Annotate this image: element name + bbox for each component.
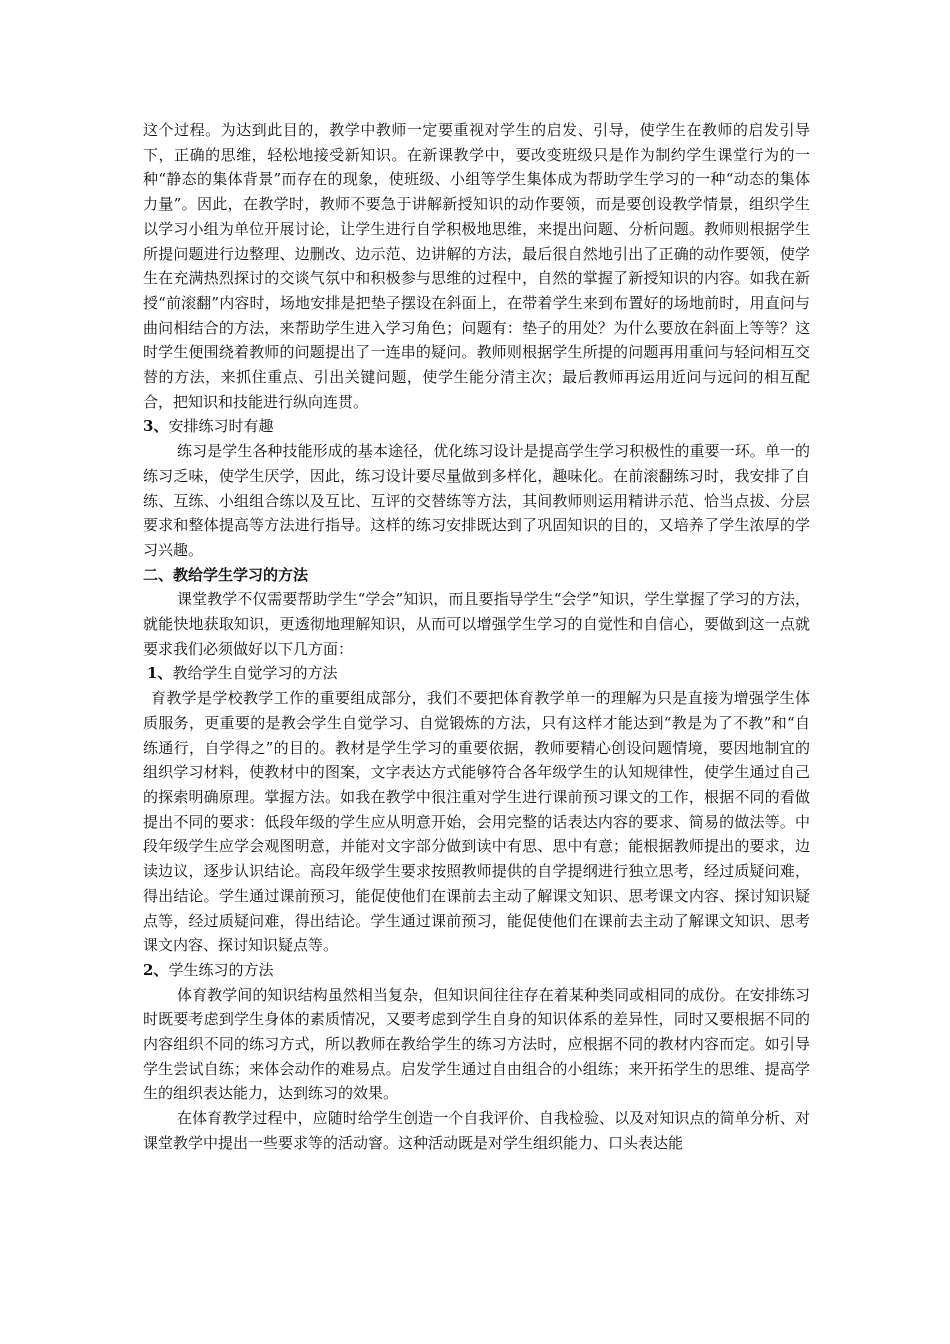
heading-1-text: 教给学生自觉学习的方法 bbox=[172, 664, 338, 683]
paragraph-4: 育教学是学校教学工作的重要组成部分，我们不要把体育教学单一的理解为只是直接为增强学生体质服务，更重要的是教会学生自觉学习、自觉锻炼的方法，只有这样才能达到“教是为了不教”和“自练通行，自学得之”的目的。教材是学生学习的重要依据，教师要精心创设问题情境，要因地制宜的组织学习材料，使教材中的图案，文字表达方式能够符合各年级学生的认知规律性，使学生通过自己的探索明确原理。掌握方法。如我在教学中很注重对学生进行课前预习课文的工作，根据不同的看做提出不同的要求：低段年级的学生应从明意开始，会用完整的话表达内容的要求、简易的做法等。中段年级学生应学会观图明意，并能对文字部分做到读中有思、思中有意；能根据教师提出的要求，边读边议，逐步认识结论。高段年级学生要求按照教师提供的自学提纲进行独立思考，经过质疑问难，得出结论。学生通过课前预习，能促使他们在课前去主动了解课文知识、思考课文内容、探讨知识疑点等，经过质疑问难，得出结论。学生通过课前预习，能促使他们在课前去主动了解课文知识、思考课文内容、探讨知识疑点等。 bbox=[143, 689, 810, 955]
paragraph-3: 课堂教学不仅需要帮助学生“学会”知识，而且要指导学生“会学”知识，学生掌握了学习的方法，就能快地获取知识，更透彻地理解知识，从而可以增强学生学习的自觉性和自信心，要做到这一点就要求我们必须做好以下几方面： bbox=[143, 590, 810, 658]
heading-2-text: 学生练习的方法 bbox=[168, 960, 274, 979]
heading-2-number: 2、 bbox=[143, 960, 169, 979]
heading-3 bbox=[143, 414, 810, 439]
paragraph-2: 练习是学生各种技能形成的基本途径，优化练习设计是提高学生学习积极性的重要一环。单一的练习乏味，使学生厌学，因此，练习设计要尽量做到多样化，趣味化。在前滚翻练习时，我安排了自练、互练、小组组合练以及互比、互评的交替练等方法，其间教师则运用精讲示范、恰当点拔、分层要求和整体提高等方法进行指导。这样的练习安排既达到了巩固知识的目的，又培养了学生浓厚的学习兴趣。 bbox=[143, 442, 810, 559]
heading-1 bbox=[143, 661, 810, 686]
paragraph-5: 体育教学间的知识结构虽然相当复杂，但知识间往往存在着某种类同或相同的成份。在安排练习时既要考虑到学生身体的素质情况，又要考虑到学生自身的知识体系的差异性，同时又要根据不同的内容组织不同的练习方式，所以教师在教给学生的练习方法时，应根据不同的教材内容而定。如引导学生尝试自练；来体会动作的难易点。启发学生通过自由组合的小组练；来开拓学生的思维、提高学生的组织表达能力，达到练习的效果。 bbox=[143, 985, 810, 1103]
heading-3-number: 3、 bbox=[143, 417, 169, 436]
document-page bbox=[143, 118, 810, 1156]
section-2-heading: 二、教给学生学习的方法 bbox=[143, 565, 309, 584]
heading-2 bbox=[143, 958, 810, 983]
paragraph-6: 在体育教学过程中，应随时给学生创造一个自我评价、自我检验、以及对知识点的简单分析、对课堂教学中提出一些要求等的活动窨。这种活动既是对学生组织能力、口头表达能 bbox=[143, 1109, 810, 1152]
heading-1-number: 1、 bbox=[147, 664, 173, 683]
paragraph-1: 这个过程。为达到此目的，教学中教师一定要重视对学生的启发、引导，使学生在教师的启发引导下，正确的思维，轻松地接受新知识。在新课教学中，要改变班级只是作为制约学生课堂行为的一种“静态的集体背景”而存在的现象，使班级、小组等学生集体成为帮助学生学习的一种“动态的集体力量”。因此，在教学时，教师不要急于讲解新授知识的动作要领，而是要创设教学情景，组织学生以学习小组为单位开展讨论，让学生进行自学积极地思维，来提出问题、分析问题。教师则根据学生所提问题进行边整理、边删改、边示范、边讲解的方法，最后很自然地引出了正确的动作要领，使学生在充满热烈探讨的交谈气氛中和积极参与思维的过程中，自然的掌握了新授知识的内容。如我在新授“前滚翻”内容时，场地安排是把垫子摆设在斜面上，在带着学生来到布置好的场地前时，用直问与曲问相结合的方法，来帮助学生进入学习角色；问题有：垫子的用处？为什么要放在斜面上等等？这时学生便围绕着教师的问题提出了一连串的疑问。教师则根据学生所提的问题再用重问与轻问相互交替的方法，来抓住重点、引出关键问题，使学生能分清主次；最后教师再运用近问与远问的相互配合，把知识和技能进行纵向连贯。 bbox=[143, 121, 810, 411]
heading-3-text: 安排练习时有趣 bbox=[168, 417, 274, 436]
